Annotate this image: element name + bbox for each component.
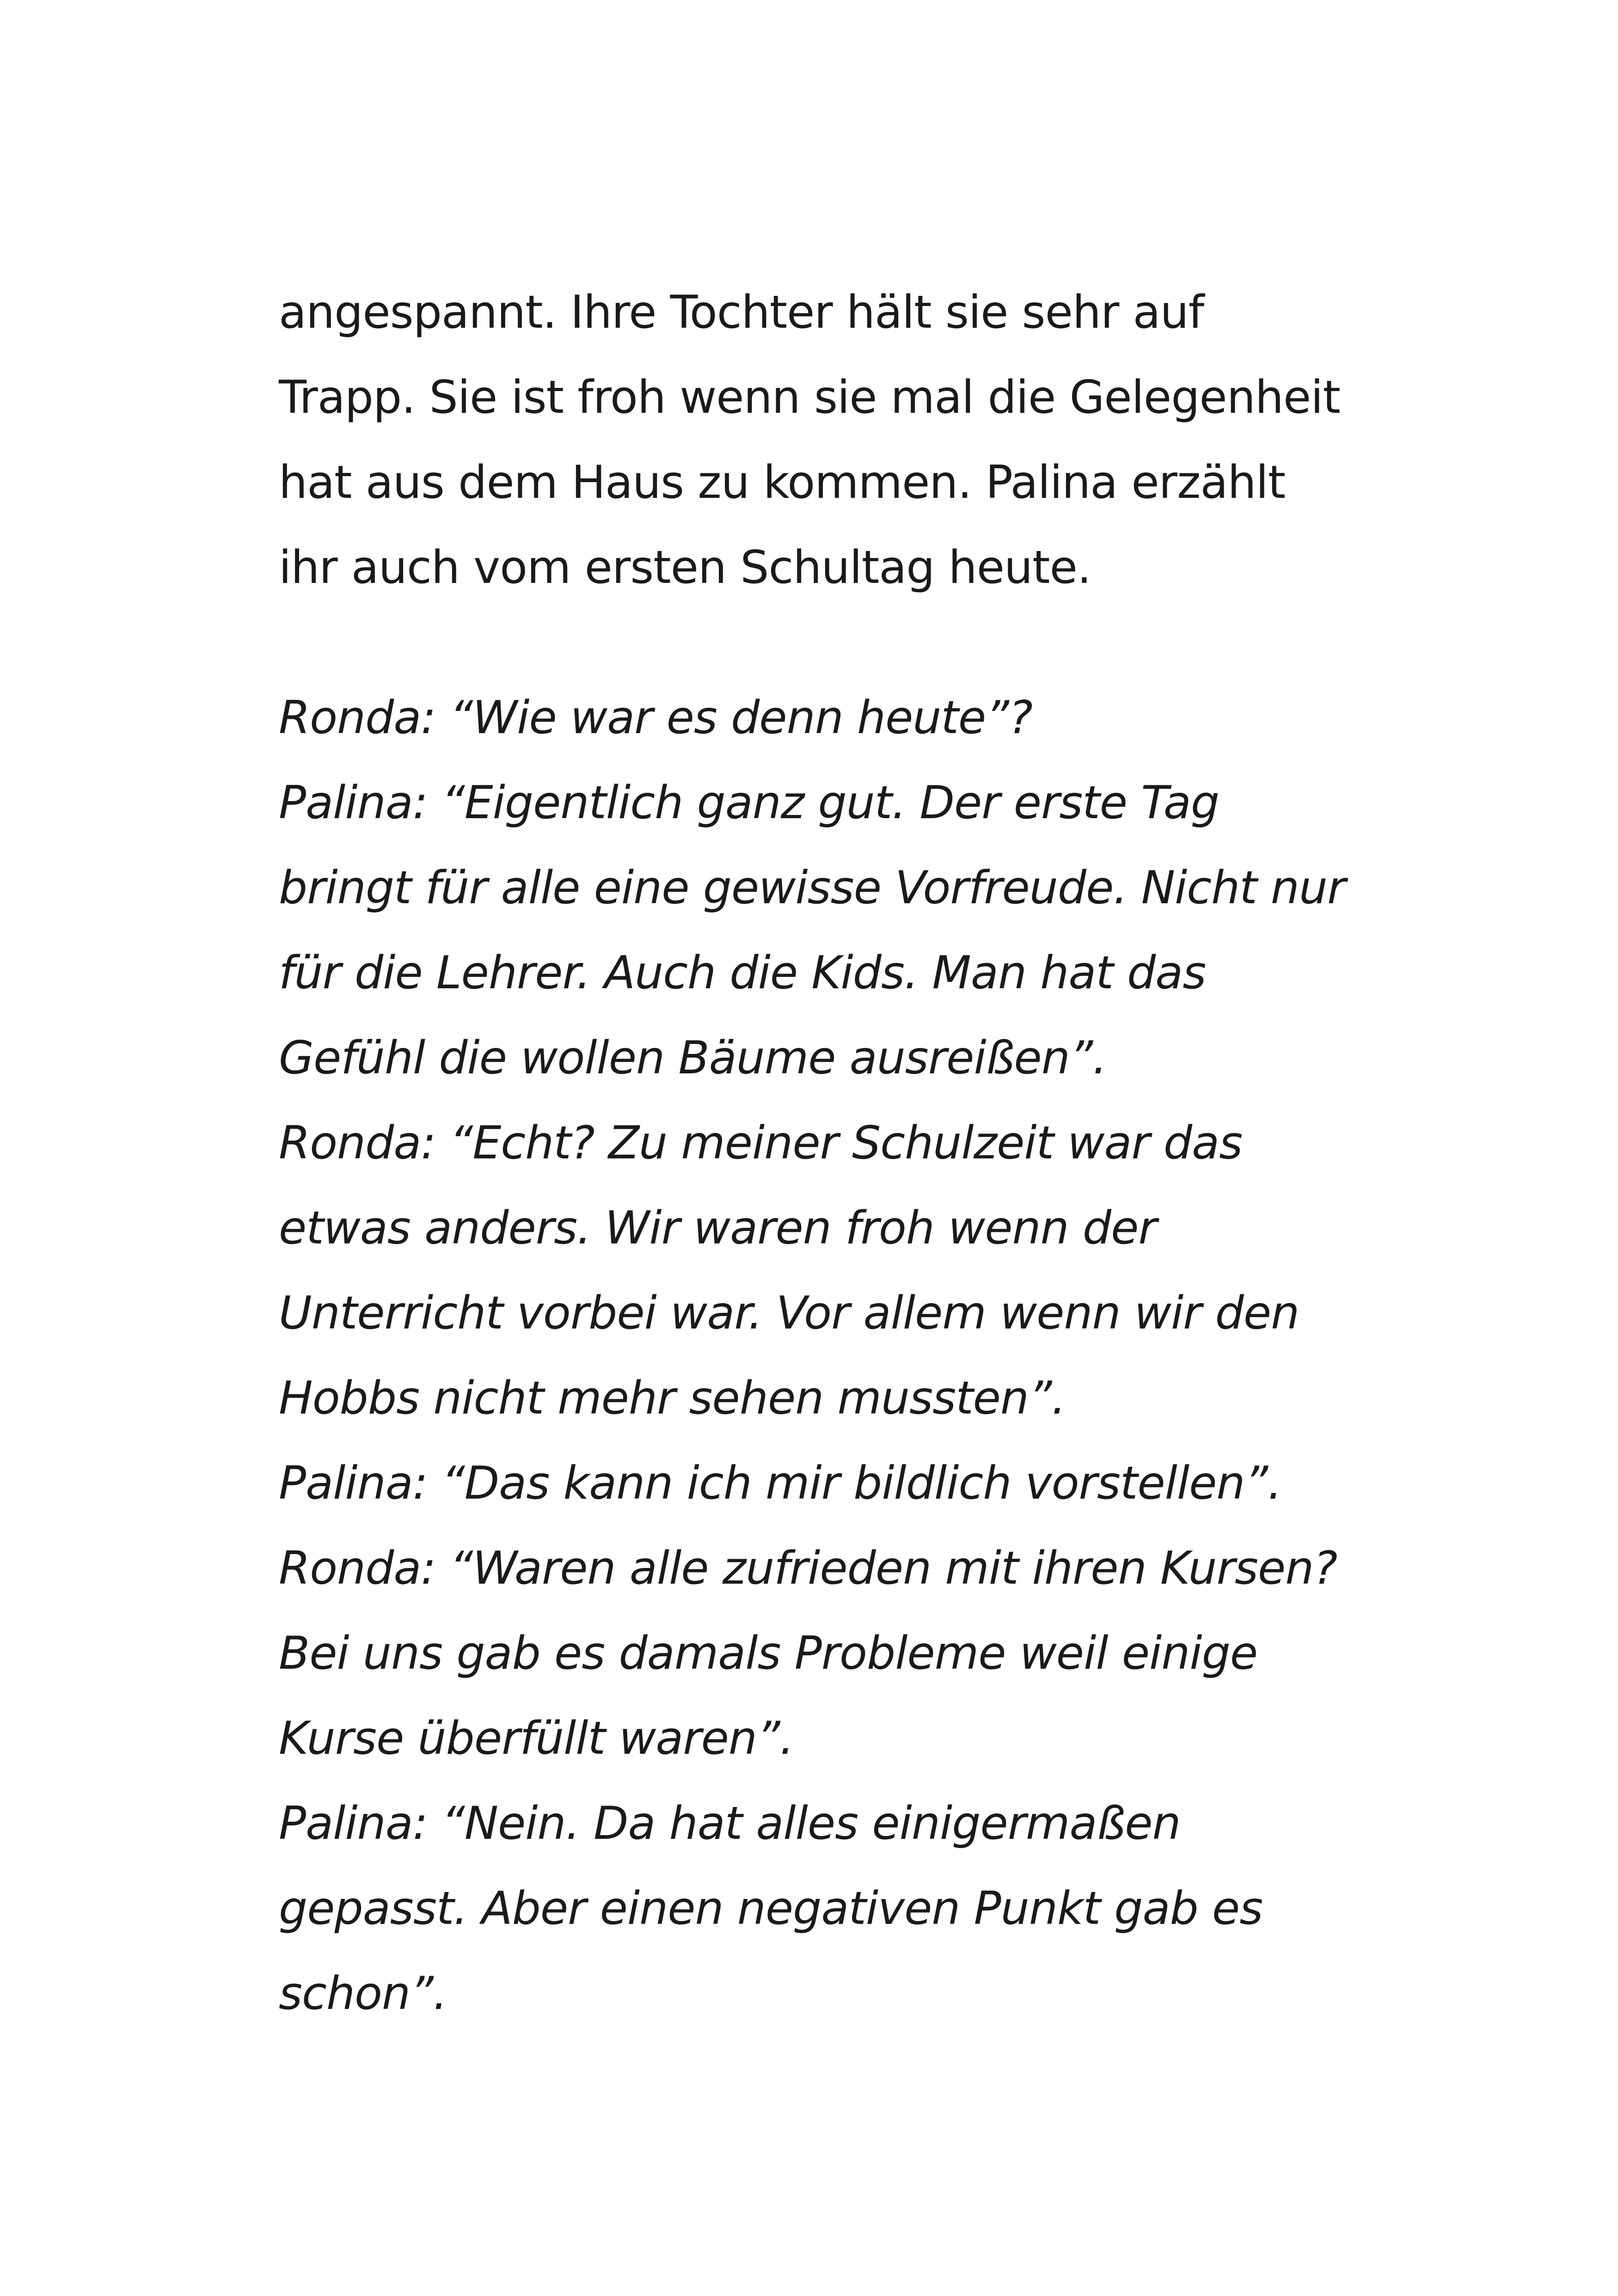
dialogue-line: Bei uns gab es damals Probleme weil einige xyxy=(279,1627,1258,1680)
narration-line: angespannt. Ihre Tochter hält sie sehr auf xyxy=(279,286,1204,339)
dialogue-line: Palina: “Eigentlich ganz gut. Der erste Tag xyxy=(279,777,1220,829)
dialogue-line: bringt für alle eine gewisse Vorfreude. Nicht nur xyxy=(279,862,1346,914)
dialogue-line: für die Lehrer. Auch die Kids. Man hat das xyxy=(279,947,1206,999)
dialogue-line: Palina: “Nein. Da hat alles einigermaßen xyxy=(279,1797,1181,1850)
dialogue-line: Ronda: “Wie war es denn heute”? xyxy=(279,692,1032,744)
dialogue-line: Ronda: “Waren alle zufrieden mit ihren Kursen? xyxy=(279,1542,1337,1595)
dialogue-line: gepasst. Aber einen negativen Punkt gab es xyxy=(279,1882,1263,1935)
dialogue-line: schon”. xyxy=(279,1967,447,2020)
dialogue-line: Unterricht vorbei war. Vor allem wenn wir den xyxy=(279,1287,1299,1340)
narration-line: ihr auch vom ersten Schultag heute. xyxy=(279,541,1091,594)
dialogue-line: Palina: “Das kann ich mir bildlich vorstellen”. xyxy=(279,1457,1282,1510)
narration-paragraph xyxy=(279,270,1388,610)
dialogue-line: Hobbs nicht mehr sehen mussten”. xyxy=(279,1372,1066,1425)
dialogue-section xyxy=(279,675,1388,2036)
dialogue-line: Ronda: “Echt? Zu meiner Schulzeit war das xyxy=(279,1117,1243,1169)
dialogue-line: Gefühl die wollen Bäume ausreißen”. xyxy=(279,1032,1107,1084)
dialogue-line: etwas anders. Wir waren froh wenn der xyxy=(279,1202,1157,1255)
narration-line: Trapp. Sie ist froh wenn sie mal die Gelegenheit xyxy=(279,371,1340,424)
dialogue-line: Kurse überfüllt waren”. xyxy=(279,1712,794,1765)
narration-line: hat aus dem Haus zu kommen. Palina erzählt xyxy=(279,456,1286,509)
